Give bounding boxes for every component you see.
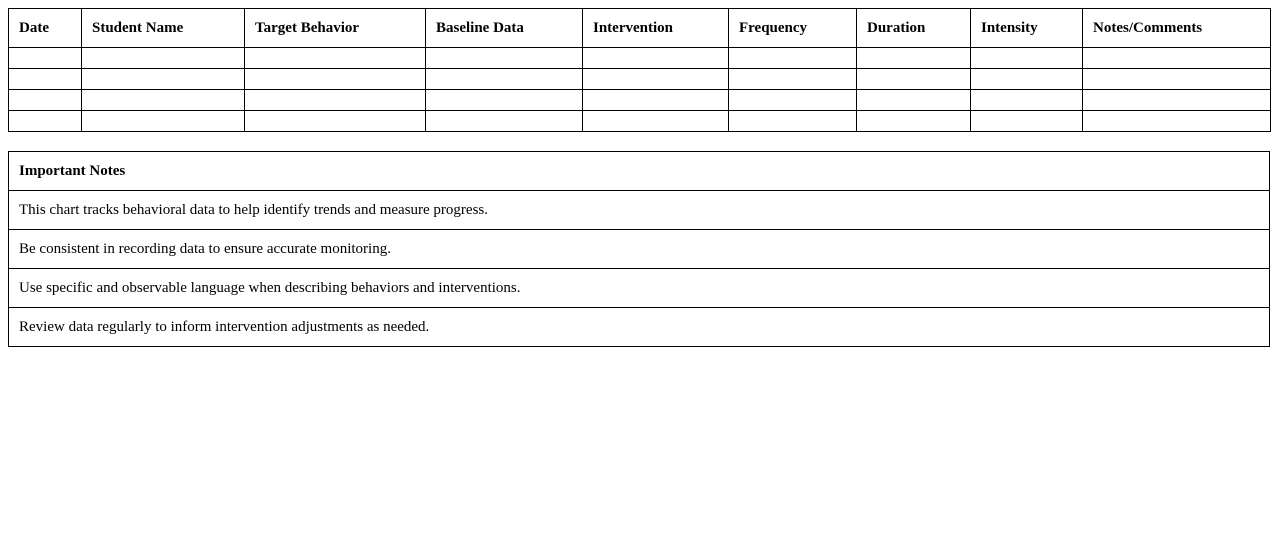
table-cell-frequency[interactable] [729,48,857,69]
column-header-student-name: Student Name [82,9,245,48]
table-cell-date[interactable] [9,90,82,111]
column-header-duration: Duration [857,9,971,48]
table-cell-target-behavior[interactable] [245,69,426,90]
column-header-target-behavior: Target Behavior [245,9,426,48]
column-header-baseline-data: Baseline Data [426,9,583,48]
note-text: Review data regularly to inform intervention adjustments as needed. [9,308,1270,347]
list-item [9,230,1270,269]
table-header-row [9,9,1271,48]
table-cell-frequency[interactable] [729,90,857,111]
table-row [9,111,1271,132]
column-header-notes-comments: Notes/Comments [1083,9,1271,48]
table-cell-intervention[interactable] [583,69,729,90]
table-cell-notes-comments[interactable] [1083,69,1271,90]
table-cell-duration[interactable] [857,90,971,111]
table-cell-target-behavior[interactable] [245,111,426,132]
table-cell-target-behavior[interactable] [245,48,426,69]
column-header-date: Date [9,9,82,48]
table-cell-intervention[interactable] [583,90,729,111]
table-cell-student-name[interactable] [82,90,245,111]
column-header-intervention: Intervention [583,9,729,48]
table-cell-intensity[interactable] [971,69,1083,90]
table-cell-notes-comments[interactable] [1083,48,1271,69]
table-cell-duration[interactable] [857,69,971,90]
table-cell-student-name[interactable] [82,69,245,90]
table-cell-intensity[interactable] [971,48,1083,69]
table-cell-duration[interactable] [857,111,971,132]
note-text: Be consistent in recording data to ensure accurate monitoring. [9,230,1270,269]
table-cell-notes-comments[interactable] [1083,90,1271,111]
table-cell-baseline-data[interactable] [426,69,583,90]
notes-header-row [9,152,1270,191]
table-cell-baseline-data[interactable] [426,48,583,69]
table-cell-notes-comments[interactable] [1083,111,1271,132]
list-item [9,308,1270,347]
table-cell-baseline-data[interactable] [426,90,583,111]
table-cell-date[interactable] [9,69,82,90]
table-cell-student-name[interactable] [82,111,245,132]
table-cell-intensity[interactable] [971,90,1083,111]
table-cell-date[interactable] [9,111,82,132]
list-item [9,269,1270,308]
note-text: Use specific and observable language when describing behaviors and interventions. [9,269,1270,308]
table-cell-student-name[interactable] [82,48,245,69]
notes-title: Important Notes [9,152,1270,191]
list-item [9,191,1270,230]
table-cell-frequency[interactable] [729,69,857,90]
table-row [9,90,1271,111]
important-notes-table [8,151,1270,347]
column-header-frequency: Frequency [729,9,857,48]
column-header-intensity: Intensity [971,9,1083,48]
table-cell-intervention[interactable] [583,111,729,132]
table-cell-intervention[interactable] [583,48,729,69]
table-cell-duration[interactable] [857,48,971,69]
table-row [9,69,1271,90]
table-cell-intensity[interactable] [971,111,1083,132]
table-cell-frequency[interactable] [729,111,857,132]
note-text: This chart tracks behavioral data to help identify trends and measure progress. [9,191,1270,230]
table-row [9,48,1271,69]
table-cell-baseline-data[interactable] [426,111,583,132]
table-cell-target-behavior[interactable] [245,90,426,111]
behavior-data-table [8,8,1271,132]
table-cell-date[interactable] [9,48,82,69]
